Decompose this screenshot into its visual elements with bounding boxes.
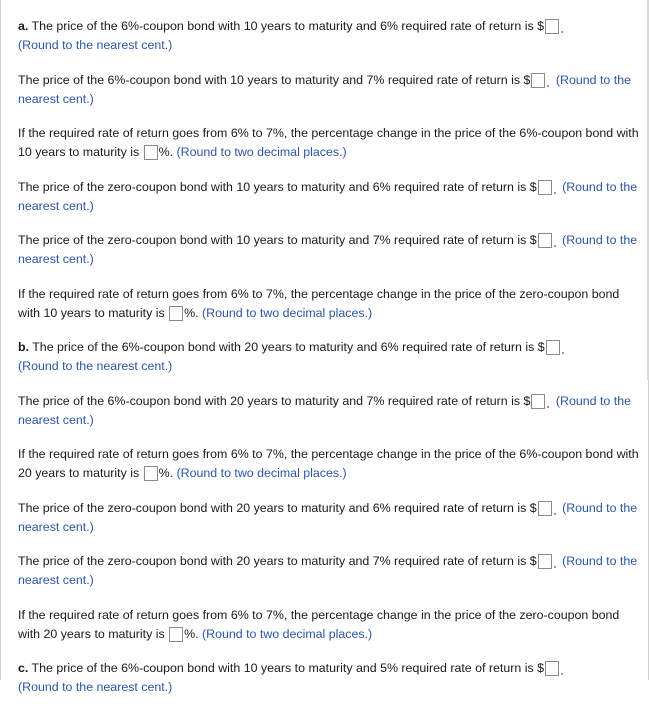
question-item bbox=[18, 606, 640, 644]
unit-suffix: %. bbox=[184, 626, 203, 641]
answer-input[interactable] bbox=[531, 394, 545, 409]
answer-input[interactable] bbox=[538, 501, 552, 516]
question-list bbox=[18, 17, 640, 713]
question-text: The price of the 6%-coupon bond with 20 years to maturity and 6% required rate of return is $ bbox=[29, 340, 545, 354]
answer-input[interactable] bbox=[538, 233, 552, 248]
unit-suffix: %. bbox=[184, 305, 203, 320]
question-text: If the required rate of return goes from 6% to 7%, the percentage change in the price of the zero-coupon bond with 20 years to maturity is bbox=[18, 607, 620, 641]
question-text: If the required rate of return goes from 6% to 7%, the percentage change in the price of the zero-coupon bond with 10 years to maturity is bbox=[18, 286, 620, 320]
rounding-hint: (Round to two decimal places.) bbox=[176, 145, 347, 159]
rounding-hint: (Round to the nearest cent.) bbox=[18, 393, 631, 427]
part-label: c. bbox=[18, 661, 29, 675]
question-text: The price of the zero-coupon bond with 10 years to maturity and 7% required rate of return is $ bbox=[18, 233, 537, 247]
question-text: The price of the zero-coupon bond with 10 years to maturity and 6% required rate of return is $ bbox=[18, 179, 537, 194]
answer-input[interactable] bbox=[538, 180, 552, 195]
question-item bbox=[18, 178, 640, 216]
period-mark bbox=[554, 245, 556, 247]
question-item bbox=[18, 499, 640, 537]
rounding-hint: (Round to the nearest cent.) bbox=[18, 72, 631, 106]
question-item bbox=[18, 124, 640, 162]
question-item bbox=[18, 71, 640, 109]
question-item bbox=[18, 552, 640, 590]
unit-suffix: %. bbox=[158, 466, 177, 480]
period-mark bbox=[561, 673, 563, 675]
rounding-hint: (Round to the nearest cent.) bbox=[18, 554, 638, 587]
answer-input[interactable] bbox=[546, 340, 560, 355]
question-text: The price of the zero-coupon bond with 20 years to maturity and 7% required rate of return is $ bbox=[18, 554, 537, 568]
answer-input[interactable] bbox=[545, 19, 559, 34]
part-label: a. bbox=[18, 19, 29, 33]
rounding-hint: (Round to the nearest cent.) bbox=[18, 500, 638, 534]
period-mark bbox=[561, 31, 563, 33]
rounding-hint: (Round to two decimal places.) bbox=[176, 466, 347, 480]
answer-input[interactable] bbox=[531, 73, 545, 88]
question-item bbox=[18, 392, 640, 430]
unit-suffix: %. bbox=[158, 145, 177, 159]
rounding-hint: (Round to the nearest cent.) bbox=[18, 680, 173, 694]
question-text: The price of the 6%-coupon bond with 10 years to maturity and 7% required rate of return is $ bbox=[18, 72, 531, 87]
rounding-hint: (Round to two decimal places.) bbox=[202, 626, 373, 641]
question-text: If the required rate of return goes from 6% to 7%, the percentage change in the price of the 6%-coupon bond with 10 years to maturity is bbox=[18, 126, 639, 159]
answer-input[interactable] bbox=[169, 306, 183, 321]
period-mark bbox=[547, 85, 549, 87]
question-item bbox=[18, 231, 640, 269]
question-text: The price of the 6%-coupon bond with 20 years to maturity and 7% required rate of return is $ bbox=[18, 393, 531, 408]
period-mark bbox=[562, 352, 564, 354]
part-label: b. bbox=[18, 340, 30, 354]
frame-left-border bbox=[0, 0, 1, 680]
answer-input[interactable] bbox=[545, 661, 559, 676]
question-text: The price of the 6%-coupon bond with 10 years to maturity and 5% required rate of return is $ bbox=[28, 661, 544, 675]
question-text: The price of the 6%-coupon bond with 10 years to maturity and 6% required rate of return is $ bbox=[28, 19, 544, 33]
rounding-hint: (Round to the nearest cent.) bbox=[18, 233, 638, 266]
question-item bbox=[18, 338, 640, 376]
question-item bbox=[18, 659, 640, 697]
period-mark bbox=[547, 406, 549, 408]
rounding-hint: (Round to two decimal places.) bbox=[202, 305, 373, 320]
answer-input[interactable] bbox=[538, 554, 552, 569]
rounding-hint: (Round to the nearest cent.) bbox=[18, 179, 638, 213]
period-mark bbox=[554, 192, 556, 194]
question-text: The price of the zero-coupon bond with 20 years to maturity and 6% required rate of return is $ bbox=[18, 500, 537, 515]
answer-input[interactable] bbox=[144, 466, 158, 481]
question-item bbox=[18, 17, 640, 55]
question-item bbox=[18, 445, 640, 483]
period-mark bbox=[554, 566, 556, 568]
question-text: If the required rate of return goes from 6% to 7%, the percentage change in the price of the 6%-coupon bond with 20 years to maturity is bbox=[18, 447, 639, 480]
answer-input[interactable] bbox=[144, 145, 158, 160]
rounding-hint: (Round to the nearest cent.) bbox=[18, 38, 173, 52]
period-mark bbox=[554, 513, 556, 515]
rounding-hint: (Round to the nearest cent.) bbox=[18, 359, 173, 373]
answer-input[interactable] bbox=[169, 627, 183, 642]
question-item bbox=[18, 285, 640, 323]
